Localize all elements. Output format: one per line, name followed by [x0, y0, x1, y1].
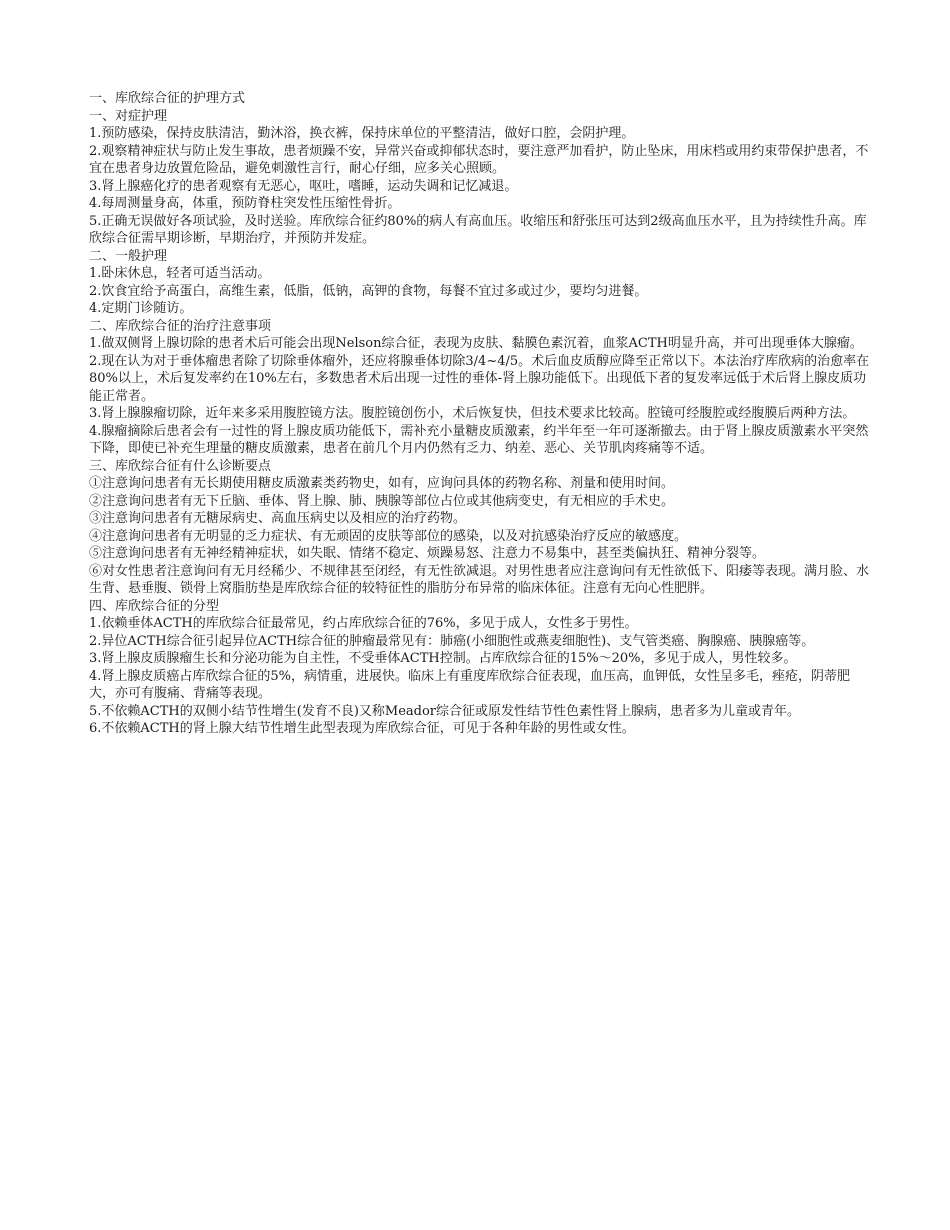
document-body [89, 90, 871, 738]
paragraph: ⑥对女性患者注意询问有无月经稀少、不规律甚至闭经，有无性欲减退。对男性患者应注意询问有无性欲低下、阳痿等表现。满月脸、水生背、悬垂腹、锁骨上窝脂肪垫是库欣综合征的较特征性的脂肪分布异常的临床体征。注意有无向心性肥胖。 [89, 563, 870, 596]
paragraph: 4.定期门诊随访。 [89, 301, 193, 316]
section-heading-classification: 四、库欣综合征的分型 [89, 598, 220, 614]
paragraph: 5.正确无误做好各项试验，及时送验。库欣综合征约80%的病人有高血压。收缩压和舒张压可达到2级高血压水平，且为持续性升高。库欣综合征需早期诊断，早期治疗，并预防并发症。 [89, 213, 867, 246]
section-heading-diagnosis: 三、库欣综合征有什么诊断要点 [89, 458, 272, 474]
paragraph: 4.肾上腺皮质癌占库欣综合征的5%，病情重，进展快。临床上有重度库欣综合征表现，血压高，血钾低，女性呈多毛，痤疮，阴蒂肥大，亦可有腹痛、背痛等表现。 [89, 668, 851, 701]
paragraph: 1.预防感染，保持皮肤清洁，勤沐浴，换衣裤，保持床单位的平整清洁，做好口腔，会阴护理。 [89, 126, 635, 141]
paragraph: ⑤注意询问患者有无神经精神症状，如失眠、情绪不稳定、烦躁易怒、注意力不易集中，甚至类偏执狂、精神分裂等。 [89, 546, 766, 561]
section-heading-treatment: 二、库欣综合征的治疗注意事项 [89, 318, 272, 334]
section-heading-general-care: 二、一般护理 [89, 248, 168, 264]
paragraph: 3.肾上腺皮质腺瘤生长和分泌功能为自主性，不受垂体ACTH控制。占库欣综合征的15%～20%，多见于成人，男性较多。 [89, 651, 797, 666]
paragraph: ①注意询问患者有无长期使用糖皮质激素类药物史，如有，应询问具体的药物名称、剂量和使用时间。 [89, 476, 675, 491]
paragraph: 5.不依赖ACTH的双侧小结节性增生(发育不良)又称Meador综合征或原发性结节性色素性肾上腺病，患者多为儿童或青年。 [89, 703, 801, 719]
paragraph: 1.做双侧肾上腺切除的患者术后可能会出现Nelson综合征，表现为皮肤、黏膜色素沉着，血浆ACTH明显升高，并可出现垂体大腺瘤。 [89, 336, 863, 351]
paragraph: 4.腺瘤摘除后患者会有一过性的肾上腺皮质功能低下，需补充小量糖皮质激素，约半年至一年可逐渐撤去。由于肾上腺皮质激素水平突然下降，即使已补充生理量的糖皮质激素，患者在前几个月内仍然有乏力、纳差、恶心、关节肌肉疼痛等不适。 [89, 423, 869, 456]
section-heading-symptom-care: 一、对症护理 [89, 108, 168, 124]
paragraph: 2.现在认为对于垂体瘤患者除了切除垂体瘤外，还应将腺垂体切除3/4~4/5。术后血皮质醇应降至正常以下。本法治疗库欣病的治愈率在80%以上，术后复发率约在10%左右，多数患者术后出现一过性的垂体-肾上腺功能低下。出现低下者的复发率远低于术后肾上腺皮质功能正常者。 [89, 353, 870, 404]
paragraph: ②注意询问患者有无下丘脑、垂体、肾上腺、肺、胰腺等部位占位或其他病变史，有无相应的手术史。 [89, 493, 675, 509]
paragraph: 4.每周测量身高，体重，预防脊柱突发性压缩性骨折。 [89, 196, 401, 211]
paragraph: ③注意询问患者有无糖尿病史、高血压病史以及相应的治疗药物。 [89, 511, 467, 526]
paragraph: 1.卧床休息，轻者可适当活动。 [89, 266, 271, 281]
paragraph: 2.饮食宜给予高蛋白，高维生素，低脂，低钠，高钾的食物，每餐不宜过多或过少，要均匀进餐。 [89, 283, 648, 299]
paragraph: 3.肾上腺癌化疗的患者观察有无恶心，呕吐，嗜睡，运动失调和记忆减退。 [89, 178, 518, 194]
paragraph: 3.肾上腺腺瘤切除，近年来多采用腹腔镜方法。腹腔镜创伤小，术后恢复快，但技术要求比较高。腔镜可经腹腔或经腹膜后两种方法。 [89, 406, 856, 421]
paragraph: 6.不依赖ACTH的肾上腺大结节性增生此型表现为库欣综合征，可见于各种年龄的男性或女性。 [89, 721, 635, 736]
title-heading: 一、库欣综合征的护理方式 [89, 91, 246, 106]
paragraph: 2.异位ACTH综合征引起异位ACTH综合征的肿瘤最常见有：肺癌(小细胞性或燕麦细胞性)、支气管类癌、胸腺癌、胰腺癌等。 [89, 633, 815, 649]
paragraph: 2.观察精神症状与防止发生事故，患者烦躁不安，异常兴奋或抑郁状态时，要注意严加看护，防止坠床，用床档或用约束带保护患者，不宜在患者身边放置危险品，避免刺激性言行，耐心仔细，应多关心照顾。 [89, 143, 869, 176]
paragraph: 1.依赖垂体ACTH的库欣综合征最常见，约占库欣综合征的76%，多见于成人，女性多于男性。 [89, 616, 638, 631]
paragraph: ④注意询问患者有无明显的乏力症状、有无顽固的皮肤等部位的感染，以及对抗感染治疗反应的敏感度。 [89, 528, 688, 544]
